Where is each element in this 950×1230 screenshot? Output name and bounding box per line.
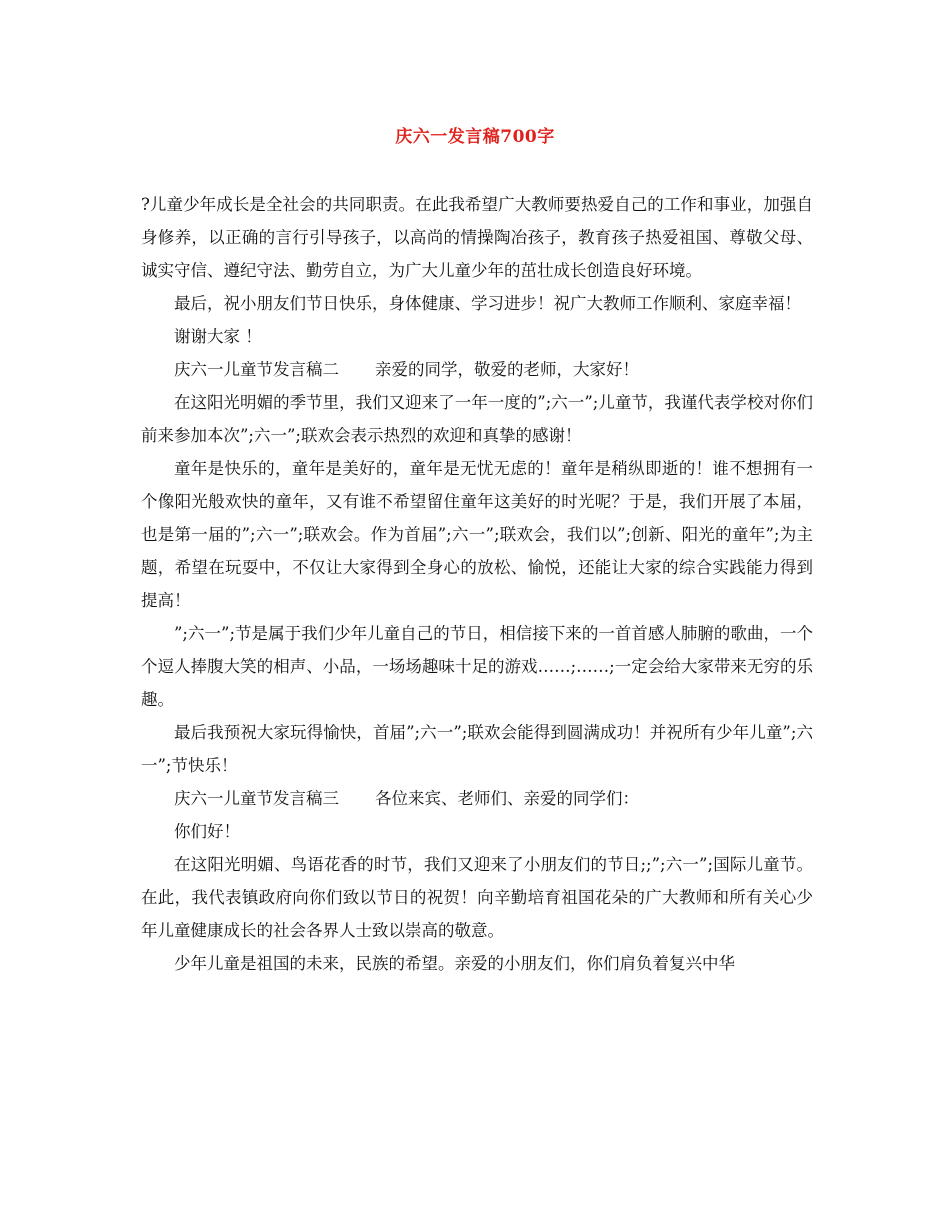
paragraph-3: 谢谢大家 ！ [174,327,262,346]
document-title: 庆六一发言稿700字 [395,127,555,147]
paragraph-5: 在这阳光明媚的季节里，我们又迎来了一年一度的”;六一”;儿童节，我谨代表学校对你们前来参加本次”;六一”;联欢会表示热烈的欢迎和真挚的感谢！ [141,393,813,445]
paragraph-10: 你们好！ [174,822,240,841]
document-body [141,188,813,980]
paragraph-4 [141,353,813,386]
greeting-2: 亲爱的同学，敬爱的老师，大家好！ [375,360,639,379]
paragraph-2: 最后，祝小朋友们节日快乐，身体健康、学习进步！祝广大教师工作顺利、家庭幸福！ [174,294,801,313]
paragraph-12: 少年儿童是祖国的未来，民族的希望。亲爱的小朋友们，你们肩负着复兴中华 [174,954,735,973]
paragraph-8: 最后我预祝大家玩得愉快，首届”;六一”;联欢会能得到圆满成功！并祝所有少年儿童”;六一”;节快乐！ [141,723,813,775]
paragraph-9 [141,782,813,815]
section-heading-3: 庆六一儿童节发言稿三 [174,789,339,808]
paragraph-1: ?儿童少年成长是全社会的共同职责。在此我希望广大教师要热爱自己的工作和事业，加强自身修养，以正确的言行引导孩子，以高尚的情操陶冶孩子，教育孩子热爱祖国、尊敬父母、诚实守信、遵纪守法、勤劳自立，为广大儿童少年的茁壮成长创造良好环境。 [141,195,813,280]
section-heading-2: 庆六一儿童节发言稿二 [174,360,339,379]
greeting-3: 各位来宾、老师们、亲爱的同学们： [375,789,639,808]
paragraph-7: ”;六一”;节是属于我们少年儿童自己的节日，相信接下来的一首首感人肺腑的歌曲，一个个逗人捧腹大笑的相声、小品，一场场趣味十足的游戏……;……;一定会给大家带来无穷的乐趣。 [141,624,813,709]
paragraph-6: 童年是快乐的，童年是美好的，童年是无忧无虑的！童年是稍纵即逝的！谁不想拥有一个像阳光般欢快的童年，又有谁不希望留住童年这美好的时光呢？于是，我们开展了本届，也是第一届的”;六一”;联欢会。作为首届”;六一”;联欢会，我们以”;创新、阳光的童年”;为主题，希望在玩耍中，不仅让大家得到全身心的放松、愉悦，还能让大家的综合实践能力得到提高！ [141,459,813,610]
paragraph-11: 在这阳光明媚、鸟语花香的时节，我们又迎来了小朋友们的节日;;”;六一”;国际儿童节。在此，我代表镇政府向你们致以节日的祝贺！向辛勤培育祖国花朵的广大教师和所有关心少年儿童健康成长的社会各界人士致以崇高的敬意。 [141,855,813,940]
